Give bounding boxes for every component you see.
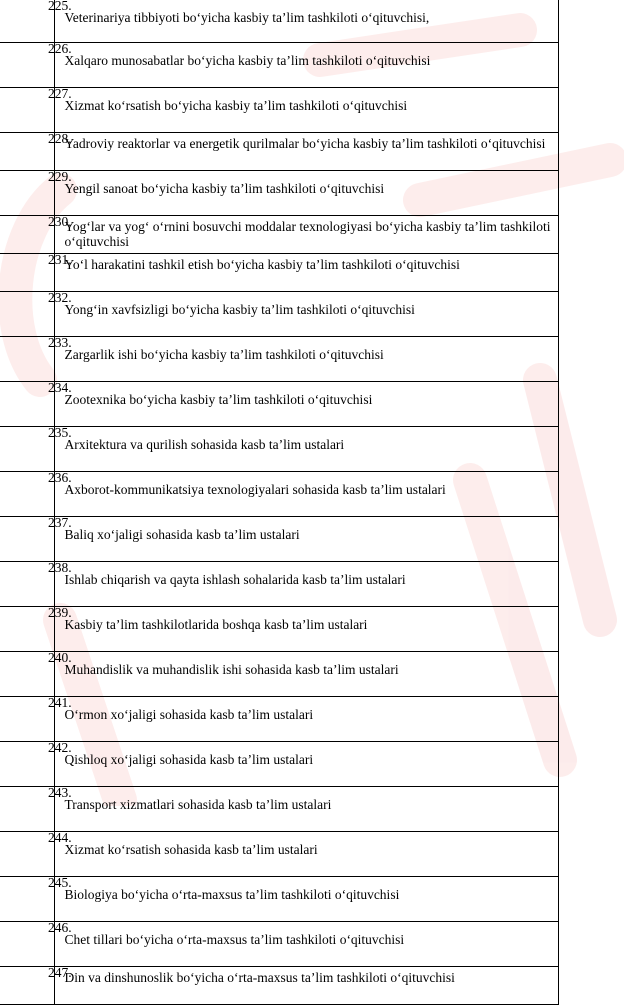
- table-row: [0, 382, 624, 427]
- row-title: Xizmat ko‘rsatish sohasida kasb ta’lim ustalari: [54, 832, 559, 877]
- row-number: 232.: [48, 290, 72, 305]
- row-number-cell: [0, 43, 54, 88]
- row-title: Chet tillari bo‘yicha o‘rta-maxsus ta’lim tashkiloti o‘qituvchisi: [54, 922, 559, 967]
- row-spacer: [559, 967, 624, 1005]
- row-number: 244.: [48, 830, 72, 845]
- row-number-cell: [0, 742, 54, 787]
- row-title: Zootexnika bo‘yicha kasbiy ta’lim tashkiloti o‘qituvchisi: [54, 382, 559, 427]
- row-spacer: [559, 427, 624, 472]
- row-number: 233.: [48, 335, 72, 350]
- table-row: [0, 922, 624, 967]
- row-title: Kasbiy ta’lim tashkilotlarida boshqa kasb ta’lim ustalari: [54, 607, 559, 652]
- row-number-cell: [0, 292, 54, 337]
- row-spacer: [559, 787, 624, 832]
- table-row: [0, 562, 624, 607]
- row-number: 230.: [48, 214, 72, 229]
- row-spacer: [559, 292, 624, 337]
- row-title: Din va dinshunoslik bo‘yicha o‘rta-maxsus ta’lim tashkiloti o‘qituvchisi: [54, 967, 559, 1005]
- row-spacer: [559, 742, 624, 787]
- row-number-cell: [0, 607, 54, 652]
- row-title: Yog‘lar va yog‘ o‘rnini bosuvchi moddalar texnologiyasi bo‘yicha kasbiy ta’lim tashkiloti o‘qituvchisi: [54, 216, 559, 254]
- row-number: 246.: [48, 920, 72, 935]
- table-row: [0, 607, 624, 652]
- row-spacer: [559, 133, 624, 171]
- row-spacer: [559, 562, 624, 607]
- table-row: [0, 877, 624, 922]
- table-row: [0, 254, 624, 292]
- table-row: [0, 652, 624, 697]
- row-number: 228.: [48, 131, 72, 146]
- row-number-cell: [0, 171, 54, 216]
- row-number-cell: [0, 216, 54, 254]
- table-row: [0, 967, 624, 1005]
- row-title: Yadroviy reaktorlar va energetik qurilmalar bo‘yicha kasbiy ta’lim tashkiloti o‘qituvchisi: [54, 133, 559, 171]
- table-row: [0, 832, 624, 877]
- table-row: [0, 787, 624, 832]
- row-title: Axborot-kommunikatsiya texnologiyalari sohasida kasb ta’lim ustalari: [54, 472, 559, 517]
- row-spacer: [559, 216, 624, 254]
- row-number-cell: [0, 382, 54, 427]
- row-number-cell: [0, 254, 54, 292]
- table-row: [0, 88, 624, 133]
- row-number-cell: [0, 472, 54, 517]
- row-number: 243.: [48, 785, 72, 800]
- table-row: [0, 171, 624, 216]
- row-title: Xizmat ko‘rsatish bo‘yicha kasbiy ta’lim tashkiloti o‘qituvchisi: [54, 88, 559, 133]
- row-title: Muhandislik va muhandislik ishi sohasida kasb ta’lim ustalari: [54, 652, 559, 697]
- row-spacer: [559, 337, 624, 382]
- row-number: 239.: [48, 605, 72, 620]
- row-number-cell: [0, 652, 54, 697]
- row-number-cell: [0, 88, 54, 133]
- row-spacer: [559, 254, 624, 292]
- row-title: Baliq xo‘jaligi sohasida kasb ta’lim ustalari: [54, 517, 559, 562]
- table-row: [0, 43, 624, 88]
- row-title: Biologiya bo‘yicha o‘rta-maxsus ta’lim tashkiloti o‘qituvchisi: [54, 877, 559, 922]
- row-number: 238.: [48, 560, 72, 575]
- row-title: Xalqaro munosabatlar bo‘yicha kasbiy ta’lim tashkiloti o‘qituvchisi: [54, 43, 559, 88]
- row-spacer: [559, 171, 624, 216]
- row-title: Arxitektura va qurilish sohasida kasb ta’lim ustalari: [54, 427, 559, 472]
- row-title: Transport xizmatlari sohasida kasb ta’lim ustalari: [54, 787, 559, 832]
- row-number-cell: [0, 922, 54, 967]
- table-row: [0, 337, 624, 382]
- row-number: 236.: [48, 470, 72, 485]
- row-spacer: [559, 697, 624, 742]
- row-number-cell: [0, 787, 54, 832]
- row-spacer: [559, 0, 624, 43]
- row-spacer: [559, 88, 624, 133]
- table-row: [0, 472, 624, 517]
- row-number-cell: [0, 967, 54, 1005]
- row-number: 240.: [48, 650, 72, 665]
- row-number: 241.: [48, 695, 72, 710]
- row-number-cell: [0, 832, 54, 877]
- row-number: 229.: [48, 169, 72, 184]
- row-number: 242.: [48, 740, 72, 755]
- row-spacer: [559, 832, 624, 877]
- row-number: 245.: [48, 875, 72, 890]
- row-spacer: [559, 922, 624, 967]
- row-spacer: [559, 877, 624, 922]
- row-title: O‘rmon xo‘jaligi sohasida kasb ta’lim ustalari: [54, 697, 559, 742]
- row-spacer: [559, 607, 624, 652]
- table-row: [0, 216, 624, 254]
- table-row: [0, 517, 624, 562]
- row-number: 247.: [48, 965, 72, 980]
- row-number-cell: [0, 562, 54, 607]
- row-spacer: [559, 517, 624, 562]
- row-number-cell: [0, 877, 54, 922]
- table-row: [0, 742, 624, 787]
- table-row: [0, 133, 624, 171]
- row-number: 231.: [48, 252, 72, 267]
- row-title: Yong‘in xavfsizligi bo‘yicha kasbiy ta’lim tashkiloti o‘qituvchisi: [54, 292, 559, 337]
- row-title: Ishlab chiqarish va qayta ishlash sohalarida kasb ta’lim ustalari: [54, 562, 559, 607]
- row-number: 226.: [48, 41, 72, 56]
- table-row: [0, 0, 624, 43]
- table-row: [0, 292, 624, 337]
- row-number-cell: [0, 0, 54, 43]
- table-row: [0, 427, 624, 472]
- row-number-cell: [0, 133, 54, 171]
- row-title: Yo‘l harakatini tashkil etish bo‘yicha kasbiy ta’lim tashkiloti o‘qituvchisi: [54, 254, 559, 292]
- row-title: Yengil sanoat bo‘yicha kasbiy ta’lim tashkiloti o‘qituvchisi: [54, 171, 559, 216]
- row-title: Qishloq xo‘jaligi sohasida kasb ta’lim ustalari: [54, 742, 559, 787]
- table-row: [0, 697, 624, 742]
- row-number-cell: [0, 427, 54, 472]
- row-number: 225.: [48, 0, 72, 13]
- row-spacer: [559, 43, 624, 88]
- row-spacer: [559, 472, 624, 517]
- row-number: 235.: [48, 425, 72, 440]
- row-spacer: [559, 652, 624, 697]
- row-number: 227.: [48, 86, 72, 101]
- row-number-cell: [0, 337, 54, 382]
- row-number: 237.: [48, 515, 72, 530]
- row-title: Zargarlik ishi bo‘yicha kasbiy ta’lim tashkiloti o‘qituvchisi: [54, 337, 559, 382]
- row-number: 234.: [48, 380, 72, 395]
- row-number-cell: [0, 697, 54, 742]
- row-spacer: [559, 382, 624, 427]
- row-title: Veterinariya tibbiyoti bo‘yicha kasbiy ta’lim tashkiloti o‘qituvchisi,: [54, 0, 559, 43]
- row-number-cell: [0, 517, 54, 562]
